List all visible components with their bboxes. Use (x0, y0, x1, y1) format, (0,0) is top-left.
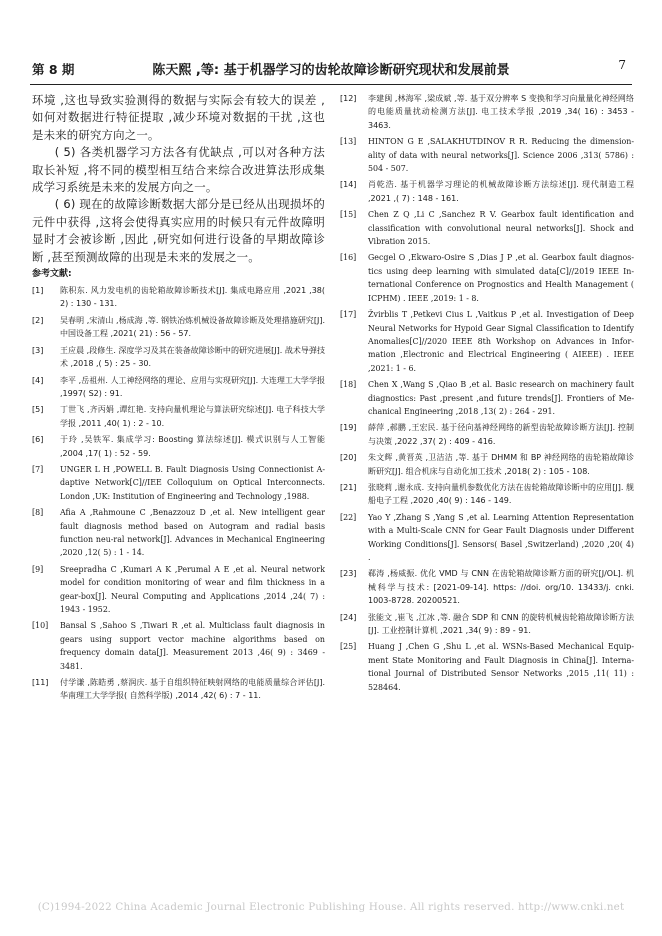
reference-item (340, 481, 634, 508)
reference-text: 王应晨 ,段修生. 深度学习及其在装备故障诊断中的研究进展[J]. 战术导弹技术 ,2018 ,( 5) : 25 - 30. (60, 345, 325, 369)
reference-item (32, 314, 325, 341)
reference-text: 肖乾浩. 基于机器学习理论的机械故障诊断方法综述[J]. 现代制造工程 ,2021 ,( 7) : 148 - 161. (368, 180, 634, 203)
reference-number: [3] (32, 345, 44, 355)
reference-text: Chen X ,Wang S ,Qiao B ,et al. Basic research on machinery fault diagnostics: Past ,present ,and future trends[J]. Frontiers of Me-chanical Engineering ,2018 ,13( 2) : 264 - 291. (368, 380, 634, 416)
reference-number: [21] (340, 482, 357, 492)
paragraph-point-6: ( 6) 现在的故障诊断数据大部分是已经从出现损坏的元件中获得 ,这将会使得真实应用的时候只有元件故障明显时才会被诊断 ,因此 ,研究如何进行设备的早期故障诊断 ,甚至预测故障的出现是未来的发展之一。 (32, 197, 325, 264)
reference-number: [18] (340, 380, 357, 390)
left-column (32, 92, 325, 706)
reference-item (340, 567, 634, 607)
reference-number: [7] (32, 464, 44, 474)
reference-item (340, 135, 634, 175)
reference-item (340, 92, 634, 132)
reference-number: [17] (340, 310, 357, 320)
reference-number: [11] (32, 678, 49, 688)
reference-number: [16] (340, 253, 357, 263)
reference-number: [23] (340, 569, 357, 579)
reference-item (340, 378, 634, 418)
reference-item (32, 433, 325, 460)
reference-number: [22] (340, 512, 357, 522)
reference-text: Gecgel O ,Ekwaro-Osire S ,Dias J P ,et al. Gearbox fault diagnos-tics using deep learning with simulated data[C]//2019 IEEE In-ternational Conference on Prognostics and Health Management ( ICPHM) . IEEE ,2019: 1 - 8. (368, 253, 634, 303)
reference-item (340, 421, 634, 448)
reference-number: [9] (32, 564, 44, 574)
reference-item (340, 451, 634, 478)
page-header (30, 56, 632, 85)
reference-item (340, 251, 634, 305)
page-number: 7 (618, 58, 626, 72)
reference-text: Afia A ,Rahmoune C ,Benazzouz D ,et al. New intelligent gear fault diagnosis method based on Autogram and radial basis function neu-ral network[J]. Advances in Mechanical Engineering ,2020 ,12( 5) : 1 - 14. (60, 508, 325, 558)
references-heading: 参考文献: (32, 269, 72, 280)
reference-item (32, 676, 325, 703)
reference-text: 张能文 ,崔飞 ,江冰 ,等. 融合 SDP 和 CNN 的旋转机械齿轮箱故障诊断方法[J]. 工业控制计算机 ,2021 ,34( 9) : 89 - 91. (368, 612, 634, 636)
reference-text: Yao Y ,Zhang S ,Yang S ,et al. Learning Attention Representation with a Multi-Scale CNN for Gear Fault Diagnosis under Different Working Conditions[J]. Sensors( Basel ,Switzerland) ,2020 ,20( 4) . (368, 512, 634, 562)
copyright-footer: (C)1994-2022 China Academic Journal Electronic Publishing House. All rights reserved. http://www.cnki.net (37, 901, 625, 913)
reference-text: 薛萍 ,郝鹏 ,王宏民. 基于径向基神经网络的新型齿轮故障诊断方法[J]. 控制与决策 ,2022 ,37( 2) : 409 - 416. (368, 423, 634, 446)
paragraph-point-5: ( 5) 各类机器学习方法各有优缺点 ,可以对各种方法取长补短 ,将不同的模型相互结合来综合改进算法形成集成学习系统是未来的发展方向之一。 (32, 145, 325, 195)
reference-text: 付学谦 ,陈皓勇 ,蔡润庆. 基于自组织特征映射网络的电能质量综合评估[J]. 华南理工大学学报( 自然科学版) ,2014 ,42( 6) : 7 - 11. (60, 678, 325, 701)
issue-label: 第 8 期 (32, 62, 75, 77)
reference-item (32, 506, 325, 560)
reference-number: [14] (340, 180, 357, 190)
reference-item (340, 640, 634, 694)
reference-number: [4] (32, 375, 44, 385)
reference-number: [24] (340, 612, 357, 622)
reference-number: [8] (32, 508, 44, 518)
reference-item (340, 511, 634, 565)
reference-text: Huang J ,Chen G ,Shu L ,et al. WSNs-Based Mechanical Equip-ment State Monitoring and Fault Diagnosis in China[J]. Interna-tional Journal of Distributed Sensor Networks ,2015 ,11( 11) : 528464. (368, 642, 634, 692)
reference-number: [13] (340, 137, 357, 147)
reference-number: [15] (340, 210, 357, 220)
reference-text: 陈积东. 风力发电机的齿轮箱故障诊断技术[J]. 集成电路应用 ,2021 ,38( 2) : 130 - 131. (60, 286, 325, 309)
reference-text: HINTON G E ,SALAKHUTDINOV R R. Reducing the dimension-ality of data with neural networks[J]. Science 2006 ,313( 5786) : 504 - 507. (368, 137, 634, 174)
reference-text: UNGER L H ,POWELL B. Fault Diagnosis Using Connectionist A-daptive Network[C]//IEE Colloquium on Optical Interconnects. London ,UK: Institution of Engineering and Technology ,1988. (60, 464, 325, 501)
reference-item (340, 308, 634, 375)
right-column (340, 92, 634, 697)
reference-text: Chen Z Q ,Li C ,Sanchez R V. Gearbox fault identification and classification with convolutional neural networks[J]. Shock and Vibration 2015. (368, 210, 634, 247)
reference-item (32, 284, 325, 311)
reference-text: 郗涛 ,杨威振. 优化 VMD 与 CNN 在齿轮箱故障诊断方面的研究[J/OL]. 机械科学与技术: [2021-09-14]. https: //doi. org/10. 13433/j. cnki. 1003-8728. 20200521. (368, 569, 634, 606)
reference-number: [12] (340, 94, 357, 103)
reference-list-right (340, 92, 634, 694)
reference-text: Žvirblis T ,Petkevi Cius L ,Vaitkus P ,et al. Investigation of Deep Neural Networks for Hypoid Gear Signal Classification to Identify Anomalies[C]//2020 IEEE 8th Workshop on Advances in Infor-mation ,Electronic and Electrical Engineering ( AIEEE) . IEEE ,2021: 1 - 6. (368, 310, 634, 373)
reference-item (32, 374, 325, 401)
reference-text: 吴春明 ,宋清山 ,杨成海 ,等. 钢铁冶炼机械设备故障诊断及处理措施研究[J]. 中国设备工程 ,2021( 21) : 56 - 57. (60, 315, 325, 339)
reference-number: [10] (32, 621, 49, 631)
reference-text: 丁世飞 ,齐丙娟 ,谭红艳. 支持向量机理论与算法研究综述[J]. 电子科技大学学报 ,2011 ,40( 1) : 2 - 10. (60, 405, 325, 428)
reference-number: [6] (32, 435, 44, 445)
reference-list-left (32, 284, 325, 703)
running-title: 陈天熙 ,等: 基于机器学习的齿轮故障诊断研究现状和发展前景 (152, 63, 510, 78)
reference-text: 张晓莉 ,谢永成. 支持向量机参数优化方法在齿轮箱故障诊断中的应用[J]. 舰船电子工程 ,2020 ,40( 9) : 146 - 149. (368, 482, 634, 506)
reference-text: 李平 ,岳祖州. 人工神经网络的理论、应用与实现研究[J]. 大连理工大学学报 ,1997( S2) : 91. (60, 375, 325, 398)
reference-text: Bansal S ,Sahoo S ,Tiwari R ,et al. Multiclass fault diagnosis in gears using support vector machine algorithms based on frequency domain data[J]. Measurement 2013 ,46( 9) : 3469 - 3481. (60, 621, 325, 671)
reference-number: [5] (32, 405, 44, 415)
reference-item (340, 611, 634, 638)
reference-text: 于玲 ,吴铁军. 集成学习: Boosting 算法综述[J]. 模式识别与人工智能 ,2004 ,17( 1) : 52 - 59. (60, 435, 325, 458)
reference-text: 李建闽 ,林海军 ,梁成斌 ,等. 基于双分辨率 S 变换和学习向量量化神经网络的电能质量扰动检测方法[J]. 电工技术学报 ,2019 ,34( 16) : 3453 - 3463. (368, 94, 634, 130)
reference-number: [1] (32, 286, 44, 296)
reference-item (32, 463, 325, 503)
reference-number: [19] (340, 423, 357, 433)
reference-text: 朱文辉 ,黄晋英 ,卫洁洁 ,等. 基于 DHMM 和 BP 神经网络的齿轮箱故障诊断研究[J]. 组合机床与自动化加工技术 ,2018( 2) : 105 - 108. (368, 453, 634, 476)
reference-item (32, 619, 325, 673)
reference-number: [25] (340, 642, 357, 652)
reference-item (340, 208, 634, 248)
paragraph-continued: 环境 ,这也导致实验测得的数据与实际会有较大的误差 ,如何对数据进行特征提取 ,减少环境对数据的干扰 ,这也是未来的研究方向之一。 (32, 93, 325, 142)
reference-item (32, 344, 325, 371)
reference-text: Sreepradha C ,Kumari A K ,Perumal A E ,et al. Neural network model for condition monitoring of wear and film thickness in a gear-box[J]. Neural Computing and Applications ,2014 ,24( 7) : 1943 - 1952. (60, 564, 325, 614)
reference-item (340, 178, 634, 205)
reference-number: [2] (32, 315, 44, 325)
reference-item (32, 403, 325, 430)
reference-item (32, 563, 325, 617)
reference-number: [20] (340, 453, 357, 463)
